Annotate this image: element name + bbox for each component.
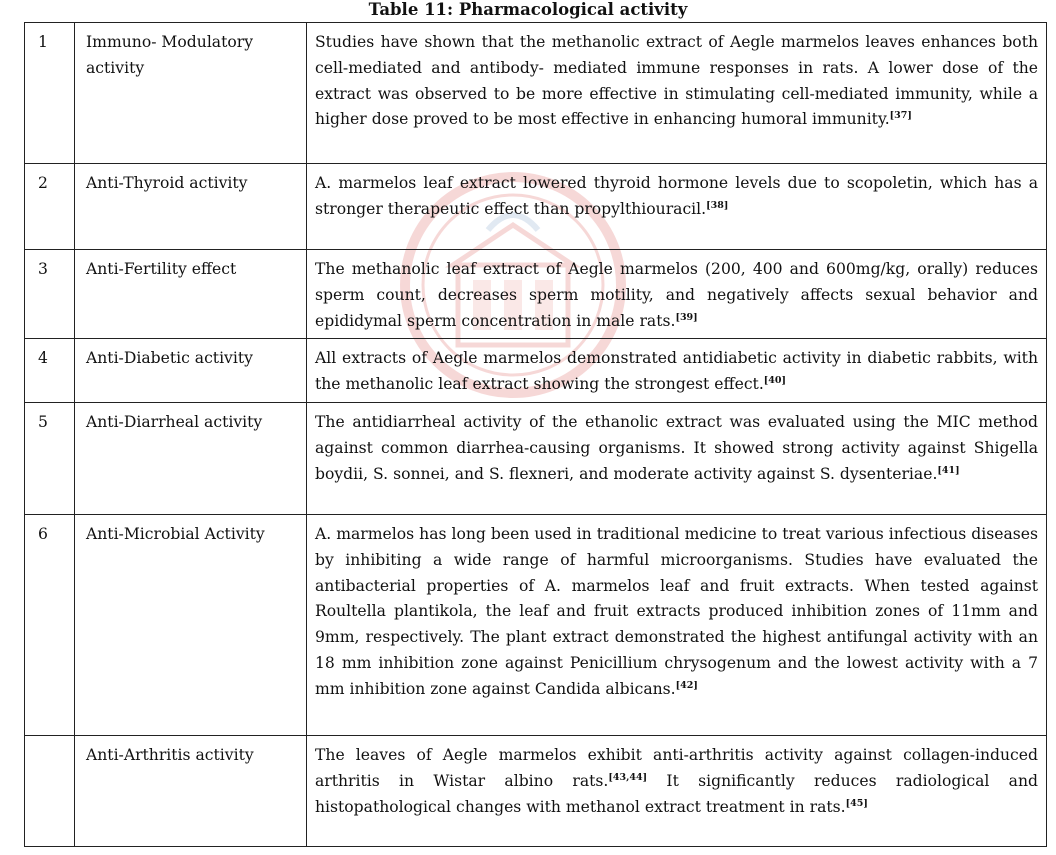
table-row (25, 514, 1047, 735)
activity-description: A. marmelos has long been used in traditional medicine to treat various infectious diseases by inhibiting a wide range of harmful microorganisms. Studies have evaluated the antibacterial properties of A. marmelos leaf and fruit extracts. When tested against Roultella plantikola, the leaf and fruit extracts produced inhibition zones of 11mm and 9mm, respectively. The plant extract demonstrated the highest antifungal activity with an 18 mm inhibition zone against Penicillium chrysogenum and the lowest activity with a 7 mm inhibition zone against Candida albicans.[42] (307, 514, 1047, 735)
activity-name: Anti-Arthritis activity (75, 735, 307, 846)
table-row (25, 23, 1047, 164)
activity-description: The methanolic leaf extract of Aegle marmelos (200, 400 and 600mg/kg, orally) reduces sperm count, decreases sperm motility, and negatively affects sexual behavior and epididymal sperm concentration in male rats.[39] (307, 250, 1047, 339)
activity-name: Anti-Thyroid activity (75, 164, 307, 250)
reference-marker: [40] (763, 375, 786, 387)
reference-marker: [43,44] (608, 771, 648, 783)
pharmacological-activity-table (24, 22, 1047, 847)
activity-name: Immuno- Modulatory activity (75, 23, 307, 164)
reference-marker: [38] (706, 199, 729, 211)
reference-marker: [45] (845, 797, 868, 809)
row-number: 6 (25, 514, 75, 735)
activity-name: Anti-Diabetic activity (75, 339, 307, 403)
reference-marker: [41] (937, 464, 960, 476)
reference-marker: [42] (675, 679, 698, 691)
activity-name: Anti-Diarrheal activity (75, 402, 307, 514)
activity-name: Anti-Fertility effect (75, 250, 307, 339)
activity-description: Studies have shown that the methanolic extract of Aegle marmelos leaves enhances both cell-mediated and antibody- mediated immune responses in rats. A lower dose of the extract was observed to be more effective in stimulating cell-mediated immunity, while a higher dose proved to be most effective in enhancing humoral immunity.[37] (307, 23, 1047, 164)
activity-description: The leaves of Aegle marmelos exhibit anti-arthritis activity against collagen-induced arthritis in Wistar albino rats.[43,44] It significantly reduces radiological and histopathological changes with methanol extract treatment in rats.[45] (307, 735, 1047, 846)
row-number: 4 (25, 339, 75, 403)
reference-marker: [37] (889, 110, 912, 122)
activity-description: All extracts of Aegle marmelos demonstrated antidiabetic activity in diabetic rabbits, with the methanolic leaf extract showing the strongest effect.[40] (307, 339, 1047, 403)
table-row (25, 339, 1047, 403)
table-row (25, 164, 1047, 250)
table-row (25, 402, 1047, 514)
row-number: 5 (25, 402, 75, 514)
activity-description: A. marmelos leaf extract lowered thyroid hormone levels due to scopoletin, which has a stronger therapeutic effect than propylthiouracil.[38] (307, 164, 1047, 250)
row-number: 1 (25, 23, 75, 164)
table-row (25, 250, 1047, 339)
activity-name: Anti-Microbial Activity (75, 514, 307, 735)
table-row (25, 735, 1047, 846)
row-number (25, 735, 75, 846)
activity-description: The antidiarrheal activity of the ethanolic extract was evaluated using the MIC method against common diarrhea-causing organisms. It showed strong activity against Shigella boydii, S. sonnei, and S. flexneri, and moderate activity against S. dysenteriae.[41] (307, 402, 1047, 514)
table-caption: Table 11: Pharmacological activity (368, 0, 688, 19)
row-number: 3 (25, 250, 75, 339)
row-number: 2 (25, 164, 75, 250)
reference-marker: [39] (675, 311, 698, 323)
